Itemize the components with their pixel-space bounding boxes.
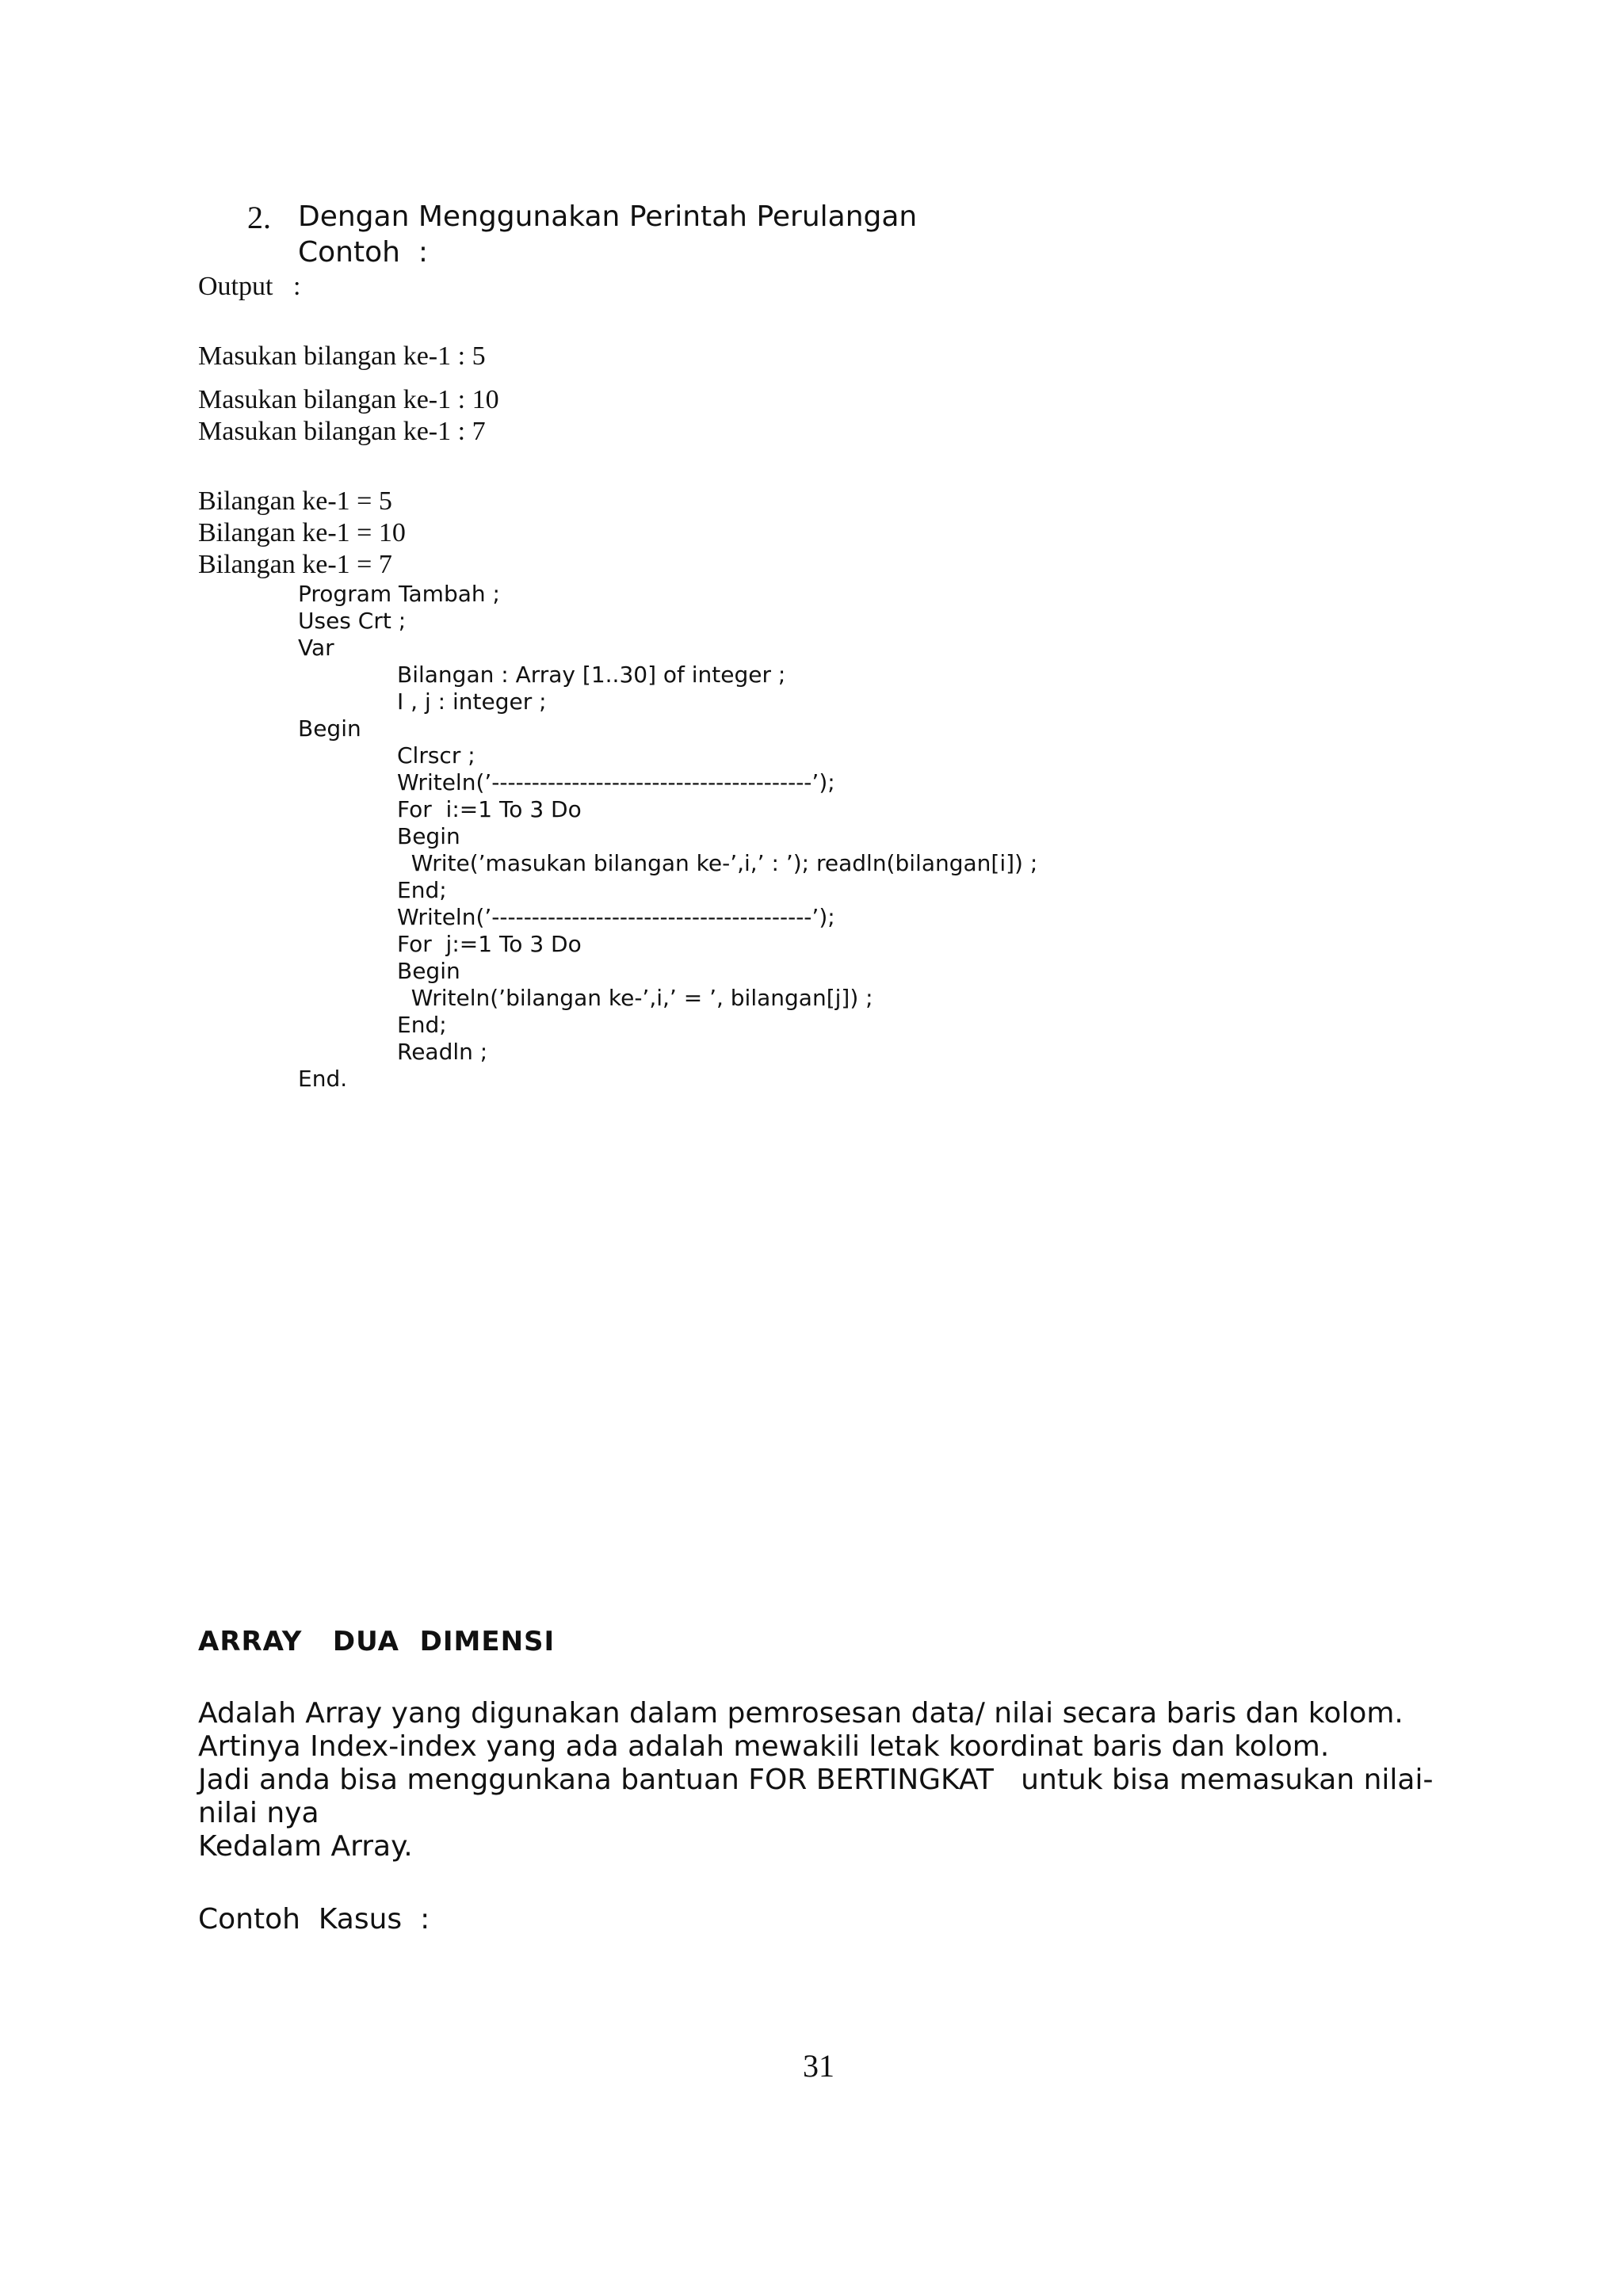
code-line: For j:=1 To 3 Do — [397, 931, 582, 957]
output-label: Output : — [198, 272, 301, 301]
section-heading: ARRAY DUA DIMENSI — [198, 1626, 556, 1657]
example-case-label: Contoh Kasus : — [198, 1903, 430, 1936]
output-result-line: Bilangan ke-1 = 10 — [198, 518, 406, 547]
paragraph-line: Kedalam Array. — [198, 1830, 413, 1863]
code-line: Begin — [397, 958, 460, 984]
code-line: End; — [397, 1012, 447, 1038]
page-number: 31 — [803, 2048, 834, 2084]
code-line: Uses Crt ; — [298, 608, 407, 634]
list-item-title: Dengan Menggunakan Perintah Perulangan — [298, 200, 918, 233]
code-line: Begin — [397, 823, 460, 849]
output-input-line: Masukan bilangan ke-1 : 5 — [198, 341, 486, 371]
code-line: Program Tambah ; — [298, 581, 500, 607]
paragraph-line: Adalah Array yang digunakan dalam pemrosesan data/ nilai secara baris dan kolom. — [198, 1697, 1403, 1730]
output-result-line: Bilangan ke-1 = 7 — [198, 550, 392, 579]
output-result-line: Bilangan ke-1 = 5 — [198, 486, 392, 516]
code-line: Begin — [298, 715, 361, 742]
paragraph-line: Jadi anda bisa menggunkana bantuan FOR BERTINGKAT untuk bisa memasukan nilai- — [198, 1764, 1434, 1796]
list-item-number: 2. — [247, 200, 271, 235]
code-line: Writeln(’bilangan ke-’,i,’ = ’, bilangan[j]) ; — [397, 985, 873, 1011]
example-label: Contoh : — [298, 236, 428, 269]
output-input-line: Masukan bilangan ke-1 : 10 — [198, 385, 499, 414]
code-line: Write(’masukan bilangan ke-’,i,’ : ’); readln(bilangan[i]) ; — [397, 850, 1038, 876]
code-line: End. — [298, 1066, 348, 1092]
paragraph-line: Artinya Index-index yang ada adalah mewakili letak koordinat baris dan kolom. — [198, 1730, 1330, 1763]
code-line: Clrscr ; — [397, 742, 475, 769]
paragraph-line: nilai nya — [198, 1797, 319, 1829]
code-line: I , j : integer ; — [397, 688, 547, 715]
code-line: For i:=1 To 3 Do — [397, 796, 582, 822]
code-line: End; — [397, 877, 447, 903]
code-line: Readln ; — [397, 1039, 488, 1065]
code-line: Bilangan : Array [1..30] of integer ; — [397, 662, 786, 688]
code-line: Writeln(’----------------------------------------’); — [397, 769, 835, 795]
code-line: Writeln(’----------------------------------------’); — [397, 904, 835, 930]
output-input-line: Masukan bilangan ke-1 : 7 — [198, 417, 486, 446]
code-line: Var — [298, 635, 334, 661]
